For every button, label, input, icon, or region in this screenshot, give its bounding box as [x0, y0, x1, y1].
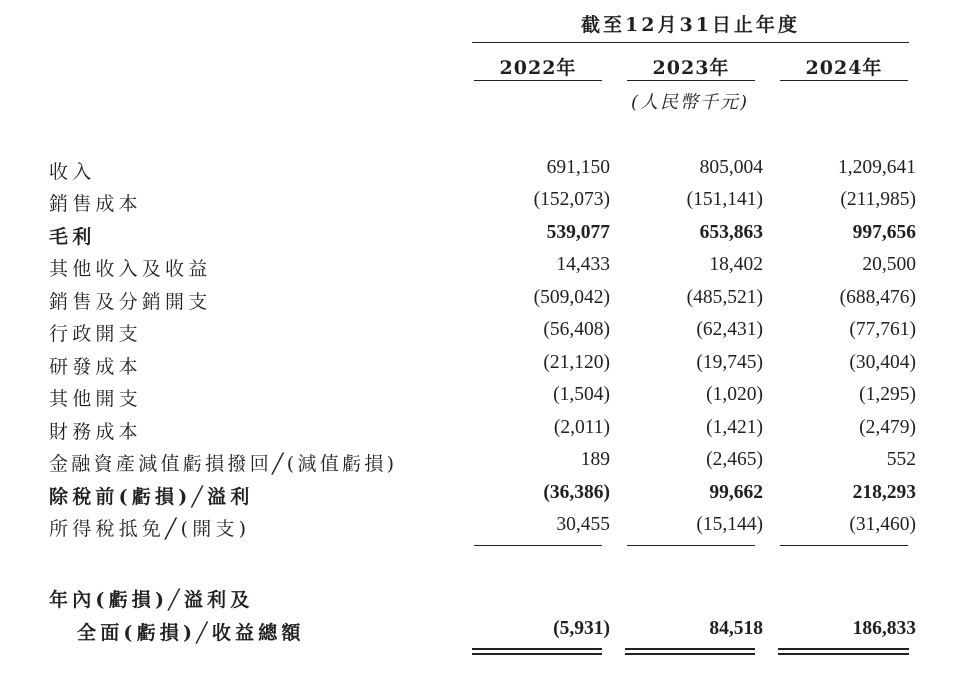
row-value-2023: (485,521) — [686, 287, 763, 308]
row-value-2022: (2,011) — [553, 417, 610, 438]
row-label: 銷售成本 — [49, 193, 142, 215]
row-value-2022: (36,386) — [543, 482, 610, 503]
year-header-2024: 2024年 — [805, 57, 883, 79]
row-value-2023: 99,662 — [709, 482, 763, 503]
total-double-rule-2023 — [625, 648, 755, 655]
subtotal-rule-2022 — [474, 545, 602, 546]
subtotal-rule-2023 — [627, 545, 755, 546]
row-value-2023: (2,465) — [706, 449, 763, 470]
row-label: 行政開支 — [49, 323, 142, 345]
row-value-2022: 14,433 — [556, 254, 610, 275]
row-label: 財務成本 — [49, 421, 142, 443]
currency-unit: (人民幣千元) — [630, 92, 750, 113]
row-value-2024: (77,761) — [849, 319, 916, 340]
row-value-2024: (1,295) — [859, 384, 916, 405]
row-value-2022: 189 — [580, 449, 610, 470]
year-header-2022: 2022年 — [499, 57, 577, 79]
period-header: 截至12月31日止年度 — [581, 14, 800, 36]
total-value-2023: 84,518 — [709, 618, 763, 639]
row-value-2023: (1,421) — [706, 417, 763, 438]
row-label: 銷售及分銷開支 — [49, 291, 212, 313]
row-value-2022: (1,504) — [553, 384, 610, 405]
year-underline-2022 — [474, 80, 602, 81]
row-value-2024: 552 — [886, 449, 916, 470]
row-label: 研發成本 — [49, 356, 142, 378]
row-value-2023: (151,141) — [686, 189, 763, 210]
row-value-2023: (62,431) — [696, 319, 763, 340]
row-label: 所得稅抵免╱(開支) — [49, 518, 251, 540]
row-value-2024: (30,404) — [849, 352, 916, 373]
row-value-2024: (211,985) — [840, 189, 916, 210]
year-underline-2024 — [780, 80, 908, 81]
year-underline-2023 — [627, 80, 755, 81]
row-value-2022: (509,042) — [533, 287, 610, 308]
row-value-2022: (152,073) — [533, 189, 610, 210]
row-label: 其他收入及收益 — [49, 258, 212, 280]
total-label-line2: 全面(虧損)╱收益總額 — [77, 622, 305, 644]
period-underline — [472, 42, 909, 43]
row-label: 金融資產減值虧損撥回╱(減值虧損) — [49, 453, 398, 475]
row-value-2024: (2,479) — [859, 417, 916, 438]
row-value-2022: 539,077 — [546, 222, 610, 243]
row-value-2024: 1,209,641 — [838, 157, 916, 178]
subtotal-rule-2024 — [780, 545, 908, 546]
row-value-2022: (56,408) — [543, 319, 610, 340]
row-value-2022: (21,120) — [543, 352, 610, 373]
row-value-2023: (19,745) — [696, 352, 763, 373]
row-value-2023: (1,020) — [706, 384, 763, 405]
row-value-2023: 653,863 — [699, 222, 763, 243]
row-value-2024: 20,500 — [862, 254, 916, 275]
row-label: 其他開支 — [49, 388, 142, 410]
year-header-2023: 2023年 — [652, 57, 730, 79]
row-value-2022: 691,150 — [546, 157, 610, 178]
row-value-2023: 805,004 — [699, 157, 763, 178]
row-value-2023: 18,402 — [709, 254, 763, 275]
row-value-2024: 218,293 — [852, 482, 916, 503]
total-label-line1: 年內(虧損)╱溢利及 — [49, 589, 254, 611]
total-value-2024: 186,833 — [852, 618, 916, 639]
row-label: 收入 — [49, 161, 96, 183]
row-value-2024: 997,656 — [852, 222, 916, 243]
row-value-2022: 30,455 — [556, 514, 610, 535]
total-double-rule-2022 — [472, 648, 602, 655]
row-value-2024: (31,460) — [849, 514, 916, 535]
total-value-2022: (5,931) — [553, 618, 610, 639]
total-double-rule-2024 — [778, 648, 909, 655]
row-label: 除稅前(虧損)╱溢利 — [49, 486, 254, 508]
row-value-2023: (15,144) — [696, 514, 763, 535]
row-label: 毛利 — [49, 226, 96, 248]
row-value-2024: (688,476) — [839, 287, 916, 308]
